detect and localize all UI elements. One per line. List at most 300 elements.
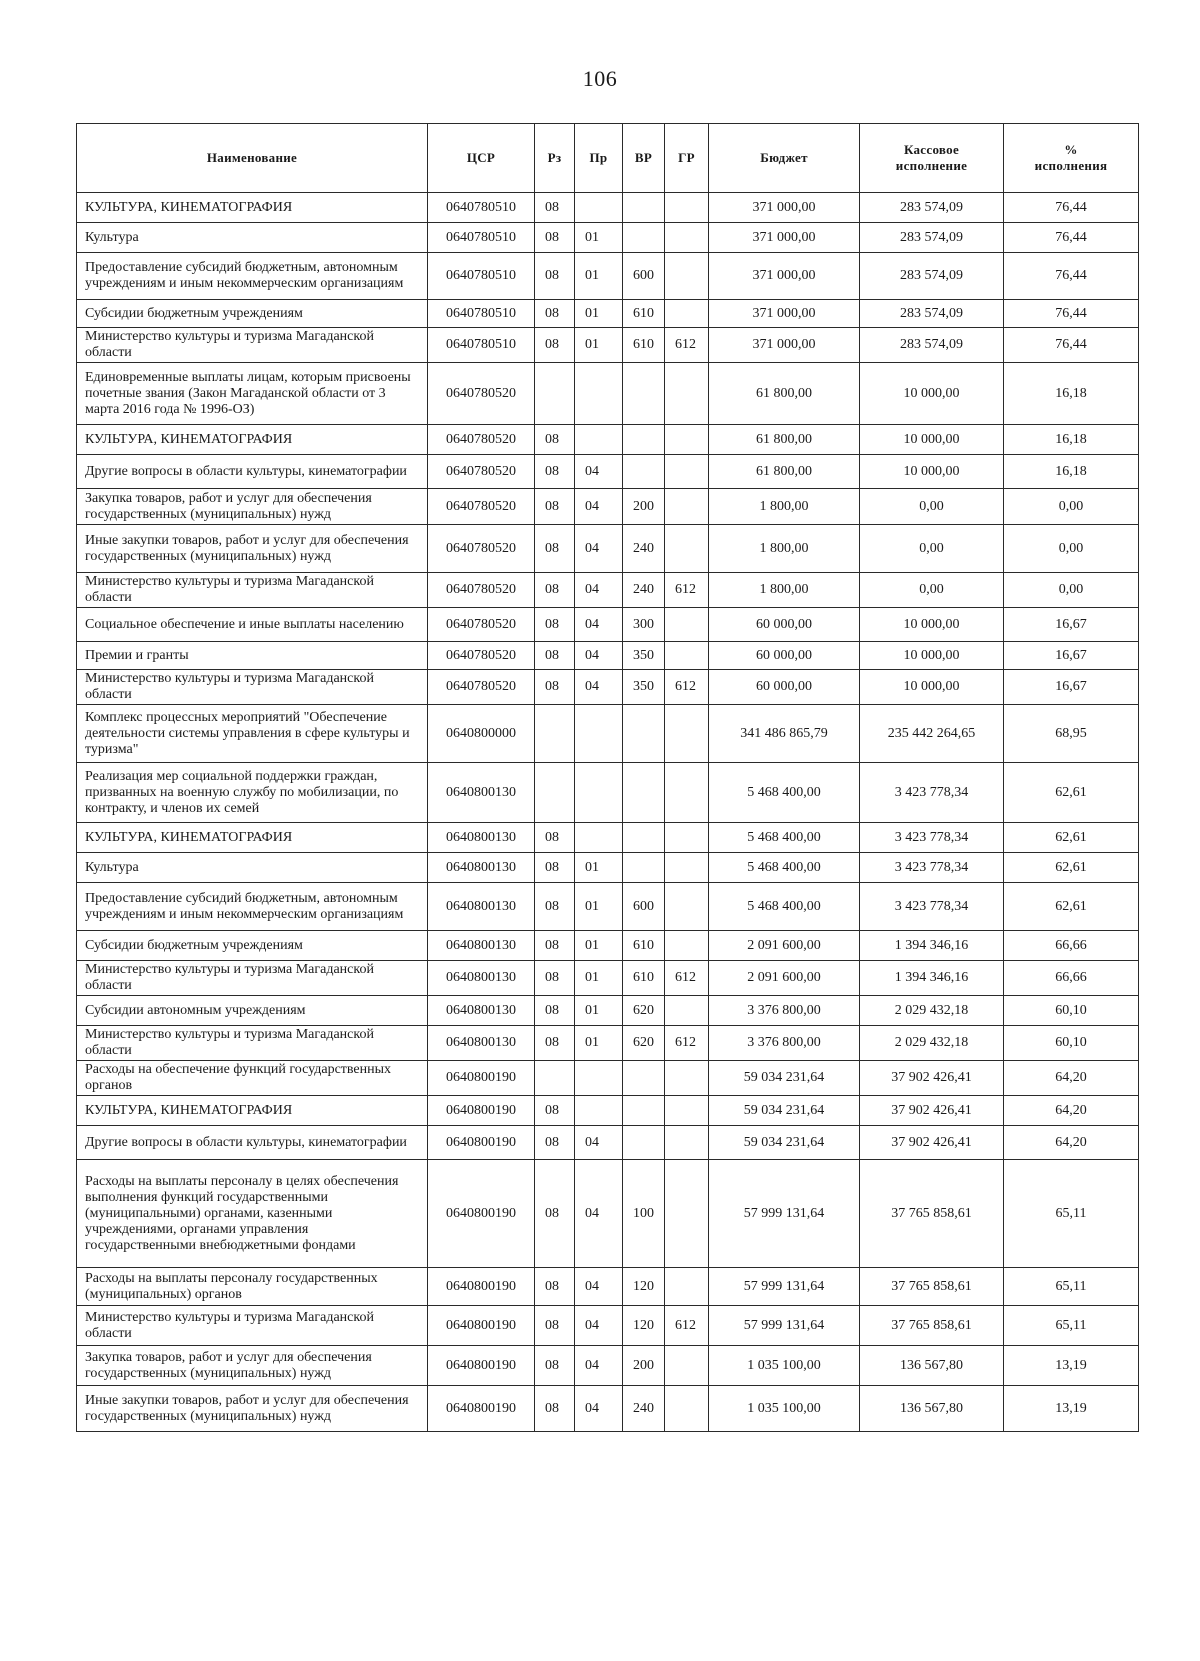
cell-name: Единовременные выплаты лицам, которым присвоены почетные звания (Закон Магаданской области от 3 марта 2016 года № 1996-ОЗ) (77, 363, 428, 425)
cell-cash-execution: 10 000,00 (860, 608, 1004, 642)
cell-gr (665, 853, 709, 883)
cell-vr (623, 223, 665, 253)
cell-percent-execution: 76,44 (1004, 328, 1139, 363)
cell-csr: 0640800130 (428, 883, 535, 931)
cell-name: Иные закупки товаров, работ и услуг для обеспечения государственных (муниципальных) нужд (77, 525, 428, 573)
table-row (77, 300, 1139, 328)
cell-budget: 5 468 400,00 (709, 883, 860, 931)
cell-rz: 08 (535, 853, 575, 883)
cell-name: Министерство культуры и туризма Магаданской области (77, 573, 428, 608)
cell-vr: 240 (623, 1386, 665, 1432)
cell-budget: 60 000,00 (709, 670, 860, 705)
cell-gr (665, 1268, 709, 1306)
cell-cash-execution: 3 423 778,34 (860, 823, 1004, 853)
header-cash-execution (860, 124, 1004, 193)
cell-budget: 5 468 400,00 (709, 823, 860, 853)
table-body (77, 193, 1139, 1432)
cell-rz: 08 (535, 223, 575, 253)
cell-rz: 08 (535, 1160, 575, 1268)
cell-budget: 59 034 231,64 (709, 1061, 860, 1096)
cell-gr (665, 1346, 709, 1386)
table-row (77, 763, 1139, 823)
cell-rz: 08 (535, 300, 575, 328)
cell-name: Министерство культуры и туризма Магаданской области (77, 1026, 428, 1061)
cell-csr: 0640800190 (428, 1096, 535, 1126)
cell-name: Министерство культуры и туризма Магаданской области (77, 1306, 428, 1346)
cell-pr: 04 (575, 642, 623, 670)
cell-vr (623, 425, 665, 455)
cell-pr: 04 (575, 1160, 623, 1268)
table-row (77, 1386, 1139, 1432)
cell-budget: 60 000,00 (709, 608, 860, 642)
cell-vr: 100 (623, 1160, 665, 1268)
header-percent-execution (1004, 124, 1139, 193)
cell-csr: 0640800190 (428, 1268, 535, 1306)
cell-cash-execution: 1 394 346,16 (860, 931, 1004, 961)
cell-budget: 1 800,00 (709, 525, 860, 573)
cell-csr: 0640800130 (428, 763, 535, 823)
cell-name: Премии и гранты (77, 642, 428, 670)
cell-pr: 04 (575, 1346, 623, 1386)
cell-csr: 0640800190 (428, 1306, 535, 1346)
cell-gr (665, 823, 709, 853)
cell-cash-execution: 283 574,09 (860, 300, 1004, 328)
cell-rz: 08 (535, 608, 575, 642)
cell-budget: 1 035 100,00 (709, 1346, 860, 1386)
cell-cash-execution: 10 000,00 (860, 425, 1004, 455)
cell-cash-execution: 37 765 858,61 (860, 1160, 1004, 1268)
cell-cash-execution: 37 902 426,41 (860, 1061, 1004, 1096)
cell-cash-execution: 235 442 264,65 (860, 705, 1004, 763)
cell-pr (575, 823, 623, 853)
cell-gr (665, 1160, 709, 1268)
cell-cash-execution: 0,00 (860, 573, 1004, 608)
cell-pr: 04 (575, 525, 623, 573)
cell-vr: 120 (623, 1306, 665, 1346)
cell-rz (535, 1061, 575, 1096)
cell-vr (623, 1096, 665, 1126)
cell-rz: 08 (535, 193, 575, 223)
cell-rz: 08 (535, 1306, 575, 1346)
cell-csr: 0640780520 (428, 573, 535, 608)
table-row (77, 705, 1139, 763)
cell-rz: 08 (535, 670, 575, 705)
table-row (77, 883, 1139, 931)
cell-percent-execution: 66,66 (1004, 931, 1139, 961)
cell-pr (575, 363, 623, 425)
cell-rz: 08 (535, 425, 575, 455)
cell-vr (623, 763, 665, 823)
cell-pr: 01 (575, 300, 623, 328)
table-row (77, 642, 1139, 670)
cell-budget: 2 091 600,00 (709, 931, 860, 961)
cell-gr (665, 883, 709, 931)
cell-name: Субсидии автономным учреждениям (77, 996, 428, 1026)
cell-pr: 01 (575, 961, 623, 996)
cell-gr (665, 525, 709, 573)
cell-name: Министерство культуры и туризма Магаданской области (77, 328, 428, 363)
cell-cash-execution: 136 567,80 (860, 1346, 1004, 1386)
cell-cash-execution: 283 574,09 (860, 328, 1004, 363)
cell-percent-execution: 60,10 (1004, 1026, 1139, 1061)
cell-rz (535, 763, 575, 823)
cell-gr (665, 1096, 709, 1126)
cell-name: Министерство культуры и туризма Магаданской области (77, 961, 428, 996)
header-rz: Рз (535, 124, 575, 193)
cell-gr (665, 193, 709, 223)
cell-percent-execution: 16,18 (1004, 425, 1139, 455)
header-name: Наименование (77, 124, 428, 193)
table-row (77, 823, 1139, 853)
cell-csr: 0640780520 (428, 455, 535, 489)
header-budget: Бюджет (709, 124, 860, 193)
cell-budget: 371 000,00 (709, 253, 860, 300)
header-cash-line2: исполнение (895, 158, 968, 173)
cell-percent-execution: 13,19 (1004, 1386, 1139, 1432)
cell-gr (665, 455, 709, 489)
cell-name: Культура (77, 223, 428, 253)
cell-csr: 0640800000 (428, 705, 535, 763)
table-row (77, 931, 1139, 961)
cell-cash-execution: 283 574,09 (860, 253, 1004, 300)
cell-percent-execution: 76,44 (1004, 253, 1139, 300)
cell-csr: 0640780510 (428, 328, 535, 363)
cell-pr: 04 (575, 1386, 623, 1432)
cell-gr: 612 (665, 670, 709, 705)
cell-percent-execution: 62,61 (1004, 883, 1139, 931)
cell-gr (665, 642, 709, 670)
cell-csr: 0640800130 (428, 1026, 535, 1061)
cell-gr (665, 608, 709, 642)
table-row (77, 996, 1139, 1026)
cell-percent-execution: 62,61 (1004, 853, 1139, 883)
cell-name: Социальное обеспечение и иные выплаты населению (77, 608, 428, 642)
cell-rz: 08 (535, 525, 575, 573)
cell-name: Расходы на обеспечение функций государственных органов (77, 1061, 428, 1096)
cell-cash-execution: 10 000,00 (860, 363, 1004, 425)
table-row (77, 455, 1139, 489)
cell-percent-execution: 76,44 (1004, 223, 1139, 253)
cell-name: Культура (77, 853, 428, 883)
cell-name: Другие вопросы в области культуры, кинематографии (77, 1126, 428, 1160)
cell-gr: 612 (665, 961, 709, 996)
cell-budget: 371 000,00 (709, 300, 860, 328)
cell-budget: 371 000,00 (709, 193, 860, 223)
cell-vr: 610 (623, 961, 665, 996)
cell-vr: 200 (623, 1346, 665, 1386)
cell-budget: 61 800,00 (709, 455, 860, 489)
cell-rz: 08 (535, 996, 575, 1026)
cell-vr (623, 363, 665, 425)
cell-percent-execution: 64,20 (1004, 1096, 1139, 1126)
cell-cash-execution: 0,00 (860, 489, 1004, 525)
cell-vr: 610 (623, 300, 665, 328)
cell-cash-execution: 136 567,80 (860, 1386, 1004, 1432)
cell-pr (575, 763, 623, 823)
cell-pr: 04 (575, 1268, 623, 1306)
budget-execution-table (76, 123, 1139, 1432)
cell-cash-execution: 37 902 426,41 (860, 1096, 1004, 1126)
cell-vr (623, 193, 665, 223)
cell-gr (665, 300, 709, 328)
table-row (77, 328, 1139, 363)
cell-percent-execution: 68,95 (1004, 705, 1139, 763)
cell-budget: 3 376 800,00 (709, 996, 860, 1026)
cell-name: Предоставление субсидий бюджетным, автономным учреждениям и иным некоммерческим организациям (77, 253, 428, 300)
cell-csr: 0640780520 (428, 670, 535, 705)
cell-vr (623, 823, 665, 853)
cell-csr: 0640780520 (428, 363, 535, 425)
cell-name: Субсидии бюджетным учреждениям (77, 300, 428, 328)
cell-rz: 08 (535, 931, 575, 961)
cell-percent-execution: 76,44 (1004, 193, 1139, 223)
cell-cash-execution: 3 423 778,34 (860, 763, 1004, 823)
cell-budget: 1 035 100,00 (709, 1386, 860, 1432)
cell-cash-execution: 1 394 346,16 (860, 961, 1004, 996)
header-cash-line1: Кассовое (903, 142, 960, 157)
cell-pr: 01 (575, 1026, 623, 1061)
table-row (77, 1126, 1139, 1160)
cell-vr: 620 (623, 996, 665, 1026)
table-row (77, 1346, 1139, 1386)
cell-cash-execution: 37 902 426,41 (860, 1126, 1004, 1160)
cell-percent-execution: 16,67 (1004, 670, 1139, 705)
cell-name: Субсидии бюджетным учреждениям (77, 931, 428, 961)
cell-rz: 08 (535, 455, 575, 489)
cell-pr: 04 (575, 489, 623, 525)
cell-rz: 08 (535, 883, 575, 931)
cell-csr: 0640780520 (428, 489, 535, 525)
cell-percent-execution: 76,44 (1004, 300, 1139, 328)
cell-budget: 61 800,00 (709, 363, 860, 425)
cell-vr: 610 (623, 328, 665, 363)
cell-name: Реализация мер социальной поддержки граждан, призванных на военную службу по мобилизации, по контракту, и членов их семей (77, 763, 428, 823)
cell-vr: 300 (623, 608, 665, 642)
cell-pr: 01 (575, 853, 623, 883)
cell-csr: 0640780510 (428, 300, 535, 328)
cell-percent-execution: 65,11 (1004, 1306, 1139, 1346)
cell-vr: 350 (623, 642, 665, 670)
cell-budget: 57 999 131,64 (709, 1268, 860, 1306)
cell-budget: 59 034 231,64 (709, 1096, 860, 1126)
header-pct-line1: % (1064, 142, 1078, 157)
cell-name: КУЛЬТУРА, КИНЕМАТОГРАФИЯ (77, 823, 428, 853)
cell-csr: 0640780510 (428, 253, 535, 300)
cell-gr (665, 223, 709, 253)
cell-percent-execution: 64,20 (1004, 1126, 1139, 1160)
cell-vr: 600 (623, 253, 665, 300)
cell-csr: 0640800190 (428, 1061, 535, 1096)
cell-percent-execution: 64,20 (1004, 1061, 1139, 1096)
cell-csr: 0640800130 (428, 996, 535, 1026)
cell-csr: 0640780520 (428, 525, 535, 573)
table-row (77, 525, 1139, 573)
cell-csr: 0640780520 (428, 608, 535, 642)
cell-percent-execution: 66,66 (1004, 961, 1139, 996)
table-row (77, 1268, 1139, 1306)
cell-rz: 08 (535, 1386, 575, 1432)
header-csr: ЦСР (428, 124, 535, 193)
cell-name: Расходы на выплаты персоналу в целях обеспечения выполнения функций государственными (муниципальными) органами, казенными учреждениями, органами управления государственными внебюджетными фондами (77, 1160, 428, 1268)
table-row (77, 961, 1139, 996)
header-pct-line2: исполнения (1034, 158, 1108, 173)
table-row (77, 489, 1139, 525)
cell-cash-execution: 283 574,09 (860, 193, 1004, 223)
cell-name: КУЛЬТУРА, КИНЕМАТОГРАФИЯ (77, 193, 428, 223)
cell-vr (623, 1061, 665, 1096)
cell-vr: 620 (623, 1026, 665, 1061)
table-row (77, 853, 1139, 883)
cell-vr: 200 (623, 489, 665, 525)
cell-csr: 0640800130 (428, 853, 535, 883)
cell-rz: 08 (535, 1096, 575, 1126)
cell-percent-execution: 65,11 (1004, 1160, 1139, 1268)
cell-gr (665, 763, 709, 823)
table-row (77, 1061, 1139, 1096)
cell-budget: 3 376 800,00 (709, 1026, 860, 1061)
cell-cash-execution: 37 765 858,61 (860, 1268, 1004, 1306)
cell-name: Другие вопросы в области культуры, кинематографии (77, 455, 428, 489)
cell-name: Иные закупки товаров, работ и услуг для обеспечения государственных (муниципальных) нужд (77, 1386, 428, 1432)
cell-vr: 350 (623, 670, 665, 705)
cell-cash-execution: 10 000,00 (860, 455, 1004, 489)
cell-cash-execution: 283 574,09 (860, 223, 1004, 253)
cell-gr (665, 705, 709, 763)
cell-rz: 08 (535, 573, 575, 608)
cell-gr (665, 425, 709, 455)
cell-cash-execution: 37 765 858,61 (860, 1306, 1004, 1346)
table-row (77, 1160, 1139, 1268)
cell-percent-execution: 62,61 (1004, 763, 1139, 823)
cell-vr: 240 (623, 573, 665, 608)
cell-vr: 610 (623, 931, 665, 961)
cell-rz (535, 363, 575, 425)
cell-name: Расходы на выплаты персоналу государственных (муниципальных) органов (77, 1268, 428, 1306)
header-vr: ВР (623, 124, 665, 193)
cell-pr: 04 (575, 573, 623, 608)
cell-budget: 371 000,00 (709, 223, 860, 253)
cell-budget: 5 468 400,00 (709, 763, 860, 823)
cell-name: КУЛЬТУРА, КИНЕМАТОГРАФИЯ (77, 425, 428, 455)
cell-rz: 08 (535, 253, 575, 300)
cell-percent-execution: 62,61 (1004, 823, 1139, 853)
cell-gr: 612 (665, 328, 709, 363)
cell-rz: 08 (535, 1346, 575, 1386)
table-row (77, 1096, 1139, 1126)
header-pr: Пр (575, 124, 623, 193)
cell-pr: 04 (575, 1126, 623, 1160)
cell-rz: 08 (535, 642, 575, 670)
cell-vr (623, 1126, 665, 1160)
cell-pr: 01 (575, 328, 623, 363)
cell-cash-execution: 10 000,00 (860, 670, 1004, 705)
cell-vr (623, 853, 665, 883)
cell-percent-execution: 16,67 (1004, 642, 1139, 670)
cell-rz (535, 705, 575, 763)
cell-csr: 0640800190 (428, 1160, 535, 1268)
cell-gr (665, 996, 709, 1026)
cell-vr (623, 455, 665, 489)
table-row (77, 608, 1139, 642)
cell-budget: 5 468 400,00 (709, 853, 860, 883)
cell-pr: 01 (575, 996, 623, 1026)
cell-name: Предоставление субсидий бюджетным, автономным учреждениям и иным некоммерческим организациям (77, 883, 428, 931)
cell-percent-execution: 0,00 (1004, 573, 1139, 608)
cell-percent-execution: 0,00 (1004, 489, 1139, 525)
cell-gr (665, 363, 709, 425)
cell-name: Министерство культуры и туризма Магаданской области (77, 670, 428, 705)
cell-csr: 0640780510 (428, 193, 535, 223)
cell-cash-execution: 10 000,00 (860, 642, 1004, 670)
cell-percent-execution: 0,00 (1004, 525, 1139, 573)
cell-name: КУЛЬТУРА, КИНЕМАТОГРАФИЯ (77, 1096, 428, 1126)
table-row (77, 670, 1139, 705)
cell-pr: 04 (575, 608, 623, 642)
cell-pr: 04 (575, 670, 623, 705)
cell-rz: 08 (535, 1126, 575, 1160)
cell-vr: 240 (623, 525, 665, 573)
cell-rz: 08 (535, 961, 575, 996)
cell-name: Закупка товаров, работ и услуг для обеспечения государственных (муниципальных) нужд (77, 1346, 428, 1386)
cell-pr (575, 425, 623, 455)
cell-gr (665, 931, 709, 961)
cell-percent-execution: 65,11 (1004, 1268, 1139, 1306)
cell-csr: 0640800190 (428, 1346, 535, 1386)
table-header-row (77, 124, 1139, 193)
cell-rz: 08 (535, 823, 575, 853)
table-row (77, 223, 1139, 253)
cell-cash-execution: 2 029 432,18 (860, 1026, 1004, 1061)
cell-pr: 01 (575, 931, 623, 961)
cell-pr: 01 (575, 883, 623, 931)
table-row (77, 573, 1139, 608)
cell-name: Комплекс процессных мероприятий "Обеспечение деятельности системы управления в сфере культуры и туризма" (77, 705, 428, 763)
cell-gr (665, 1386, 709, 1432)
cell-budget: 57 999 131,64 (709, 1160, 860, 1268)
table-row (77, 363, 1139, 425)
cell-budget: 61 800,00 (709, 425, 860, 455)
cell-cash-execution: 0,00 (860, 525, 1004, 573)
cell-budget: 60 000,00 (709, 642, 860, 670)
cell-pr (575, 1061, 623, 1096)
cell-csr: 0640800130 (428, 961, 535, 996)
table-row (77, 1026, 1139, 1061)
cell-percent-execution: 16,67 (1004, 608, 1139, 642)
cell-cash-execution: 2 029 432,18 (860, 996, 1004, 1026)
cell-rz: 08 (535, 328, 575, 363)
cell-gr (665, 1061, 709, 1096)
cell-pr (575, 193, 623, 223)
cell-pr: 01 (575, 223, 623, 253)
cell-percent-execution: 16,18 (1004, 455, 1139, 489)
cell-csr: 0640800190 (428, 1126, 535, 1160)
cell-budget: 341 486 865,79 (709, 705, 860, 763)
cell-gr: 612 (665, 1026, 709, 1061)
cell-percent-execution: 60,10 (1004, 996, 1139, 1026)
cell-rz: 08 (535, 1268, 575, 1306)
cell-gr (665, 489, 709, 525)
cell-csr: 0640780510 (428, 223, 535, 253)
cell-budget: 59 034 231,64 (709, 1126, 860, 1160)
cell-budget: 1 800,00 (709, 573, 860, 608)
cell-csr: 0640800190 (428, 1386, 535, 1432)
cell-csr: 0640780520 (428, 425, 535, 455)
cell-budget: 371 000,00 (709, 328, 860, 363)
cell-cash-execution: 3 423 778,34 (860, 853, 1004, 883)
header-gr: ГР (665, 124, 709, 193)
cell-csr: 0640800130 (428, 823, 535, 853)
cell-percent-execution: 13,19 (1004, 1346, 1139, 1386)
